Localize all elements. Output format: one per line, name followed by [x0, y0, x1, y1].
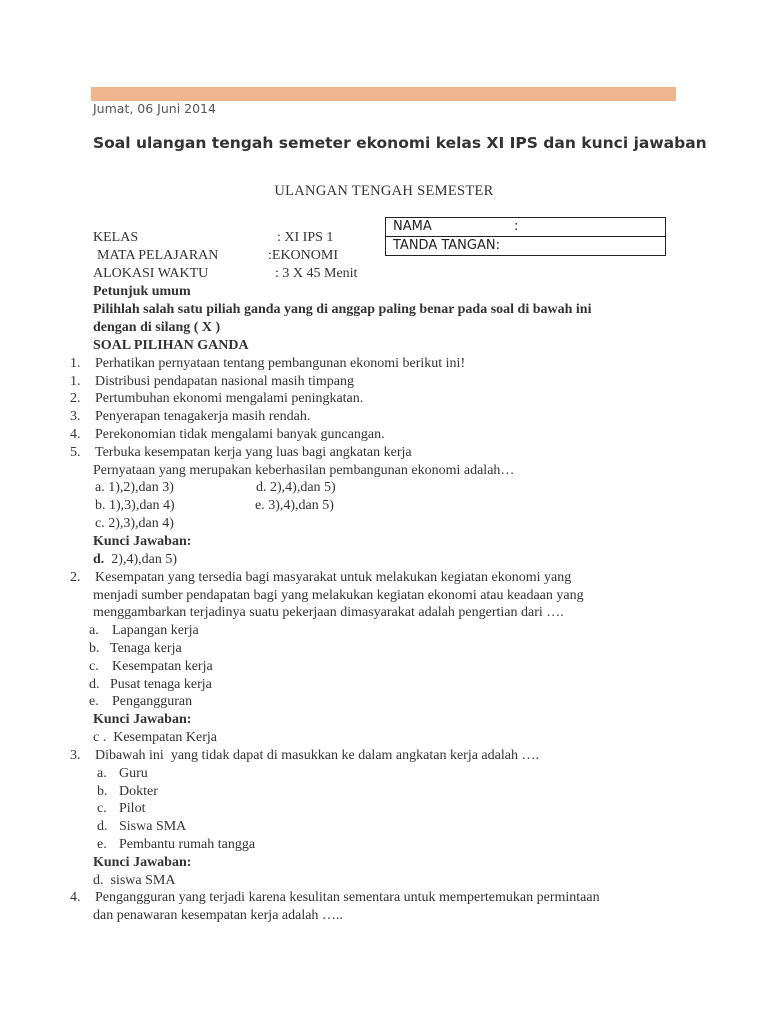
answer-key-text: 2),4),dan 5) — [104, 552, 177, 567]
post-date: Jumat, 06 Juni 2014 — [93, 101, 216, 116]
option-letter[interactable]: a. — [97, 766, 107, 781]
option-letter[interactable]: b. — [89, 641, 100, 656]
statement-text: Distribusi pendapatan nasional masih timpang — [95, 374, 354, 389]
question-number: 1. — [70, 356, 81, 371]
mapel-value: :EKONOMI — [268, 248, 338, 263]
nama-label: NAMA — [393, 219, 432, 234]
waktu-label: ALOKASI WAKTU — [93, 266, 209, 281]
option-text[interactable]: Siswa SMA — [119, 819, 187, 834]
answer-key — [93, 551, 177, 569]
option-text[interactable]: Pusat tenaga kerja — [110, 677, 212, 692]
kelas-value: : XI IPS 1 — [277, 230, 334, 245]
option-letter[interactable]: d. — [97, 819, 108, 834]
option-letter[interactable]: c. — [89, 659, 99, 674]
statement-number: 3. — [70, 409, 81, 424]
statement-number: 1. — [70, 374, 81, 389]
kelas-label: KELAS — [93, 230, 139, 245]
question-prompt: Pernyataan yang merupakan keberhasilan pembangunan ekonomi adalah… — [93, 463, 515, 478]
option-letter[interactable]: e. — [89, 694, 99, 709]
answer-key-text: c . Kesempatan Kerja — [93, 730, 217, 745]
option-letter[interactable]: e. — [97, 837, 107, 852]
tanda-tangan-row[interactable] — [386, 236, 665, 255]
statement-text: Perekonomian tidak mengalami banyak guncangan. — [95, 427, 385, 442]
statement-text: Pertumbuhan ekonomi mengalami peningkatan. — [95, 391, 364, 406]
answer-key-label: Kunci Jawaban: — [93, 855, 192, 870]
question-text-line-2: dan penawaran kesempatan kerja adalah ….. — [93, 908, 343, 923]
student-id-table — [385, 217, 666, 256]
statement-text: Penyerapan tenagakerja masih rendah. — [95, 409, 311, 424]
option-letter[interactable]: a. — [89, 623, 99, 638]
question-text: Dibawah ini yang tidak dapat di masukkan ke dalam angkatan kerja adalah …. — [95, 748, 539, 763]
question-text-line-1: Pengangguran yang terjadi karena kesulitan sementara untuk mempertemukan permintaan — [95, 890, 600, 905]
option-b[interactable]: b. 1),3),dan 4) — [95, 498, 175, 513]
post-title: Soal ulangan tengah semeter ekonomi kelas XI IPS dan kunci jawaban — [93, 134, 707, 152]
option-text[interactable]: Pembantu rumah tangga — [119, 837, 256, 852]
question-number: 3. — [70, 748, 81, 763]
question-text-line-1: Kesempatan yang tersedia bagi masyarakat untuk melakukan kegiatan ekonomi yang — [95, 570, 572, 585]
option-text[interactable]: Lapangan kerja — [112, 623, 199, 638]
option-text[interactable]: Pilot — [119, 801, 146, 816]
question-text: Perhatikan pernyataan tentang pembangunan ekonomi berikut ini! — [95, 356, 466, 371]
tanda-tangan-label: TANDA TANGAN: — [393, 238, 500, 253]
option-text[interactable]: Pengangguran — [112, 694, 193, 709]
option-text[interactable]: Kesempatan kerja — [112, 659, 213, 674]
answer-key-label: Kunci Jawaban: — [93, 712, 192, 727]
question-number: 2. — [70, 570, 81, 585]
petunjuk-line-1: Pilihlah salah satu piliah ganda yang di anggap paling benar pada soal di bawah ini — [93, 302, 592, 317]
mapel-label: MATA PELAJARAN — [97, 248, 219, 263]
question-text-line-2: menjadi sumber pendapatan bagi yang melakukan kegiatan ekonomi atau keadaan yang — [93, 588, 584, 603]
option-letter[interactable]: c. — [97, 801, 107, 816]
exam-title: ULANGAN TENGAH SEMESTER — [274, 183, 494, 199]
nama-row[interactable] — [386, 218, 665, 236]
header-accent-bar — [91, 87, 676, 101]
option-d[interactable]: d. 2),4),dan 5) — [256, 480, 336, 495]
section-heading: SOAL PILIHAN GANDA — [93, 338, 249, 353]
option-text[interactable]: Tenaga kerja — [110, 641, 182, 656]
waktu-value: : 3 X 45 Menit — [275, 266, 358, 281]
option-letter[interactable]: b. — [97, 784, 108, 799]
answer-key-label: Kunci Jawaban: — [93, 534, 192, 549]
question-text-line-3: menggambarkan terjadinya suatu pekerjaan dimasyarakat adalah pengertian dari …. — [93, 605, 564, 620]
option-e[interactable]: e. 3),4),dan 5) — [255, 498, 334, 513]
petunjuk-line-2: dengan di silang ( X ) — [93, 320, 221, 335]
nama-colon: : — [514, 219, 519, 234]
option-text[interactable]: Dokter — [119, 784, 158, 799]
option-a[interactable]: a. 1),2),dan 3) — [95, 480, 174, 495]
option-text[interactable]: Guru — [119, 766, 148, 781]
option-c[interactable]: c. 2),3),dan 4) — [95, 516, 174, 531]
option-letter[interactable]: d. — [89, 677, 100, 692]
statement-number: 5. — [70, 445, 81, 460]
question-number: 4. — [70, 890, 81, 905]
statement-number: 4. — [70, 427, 81, 442]
answer-key-letter: d. — [93, 552, 105, 567]
petunjuk-heading: Petunjuk umum — [93, 284, 191, 299]
statement-text: Terbuka kesempatan kerja yang luas bagi angkatan kerja — [95, 445, 412, 460]
statement-number: 2. — [70, 391, 81, 406]
answer-key-text: d. siswa SMA — [93, 873, 176, 888]
